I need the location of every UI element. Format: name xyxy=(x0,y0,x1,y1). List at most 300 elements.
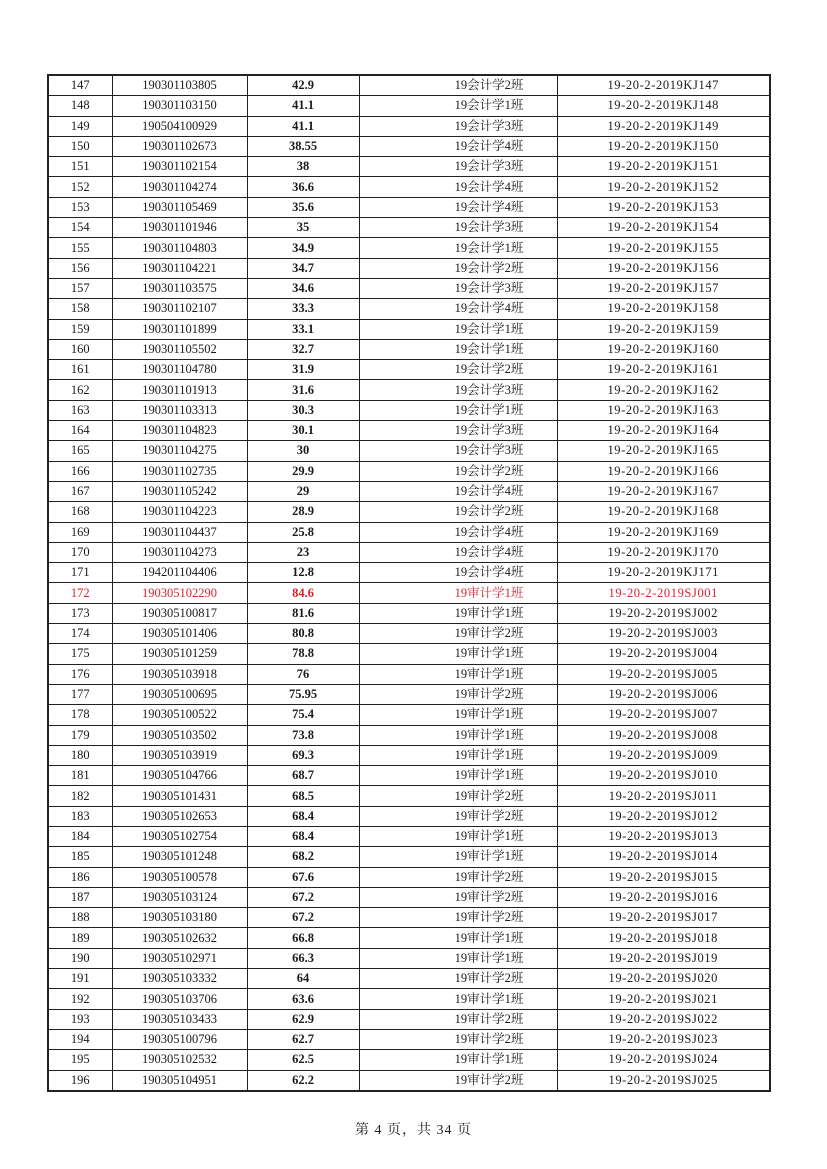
row-number-cell: 185 xyxy=(48,847,112,867)
class-name-cell: 19审计学1班 xyxy=(359,725,557,745)
table-row xyxy=(48,481,770,501)
record-code-cell: 19-20-2-2019SJ015 xyxy=(557,867,770,887)
student-id-cell: 190301103150 xyxy=(112,96,247,116)
grades-table xyxy=(47,74,771,1092)
table-row xyxy=(48,339,770,359)
student-id-cell: 190305100817 xyxy=(112,603,247,623)
student-id-cell: 190301101899 xyxy=(112,319,247,339)
row-number-cell: 156 xyxy=(48,258,112,278)
score-cell: 75.4 xyxy=(247,705,359,725)
score-cell: 30 xyxy=(247,441,359,461)
score-cell: 30.3 xyxy=(247,400,359,420)
class-name-cell: 19审计学2班 xyxy=(359,1009,557,1029)
score-cell: 62.9 xyxy=(247,1009,359,1029)
score-cell: 33.3 xyxy=(247,299,359,319)
score-cell: 68.5 xyxy=(247,786,359,806)
score-cell: 32.7 xyxy=(247,339,359,359)
class-name-cell: 19审计学1班 xyxy=(359,1050,557,1070)
score-cell: 68.4 xyxy=(247,826,359,846)
record-code-cell: 19-20-2-2019KJ165 xyxy=(557,441,770,461)
row-number-cell: 189 xyxy=(48,928,112,948)
score-cell: 33.1 xyxy=(247,319,359,339)
record-code-cell: 19-20-2-2019KJ169 xyxy=(557,522,770,542)
table-row xyxy=(48,441,770,461)
table-row xyxy=(48,1009,770,1029)
student-id-cell: 190301103313 xyxy=(112,400,247,420)
row-number-cell: 160 xyxy=(48,339,112,359)
class-name-cell: 19审计学2班 xyxy=(359,1029,557,1049)
class-name-cell: 19审计学2班 xyxy=(359,867,557,887)
class-name-cell: 19审计学2班 xyxy=(359,887,557,907)
row-number-cell: 153 xyxy=(48,197,112,217)
row-number-cell: 182 xyxy=(48,786,112,806)
student-id-cell: 190301104823 xyxy=(112,421,247,441)
student-id-cell: 190305103124 xyxy=(112,887,247,907)
class-name-cell: 19会计学4班 xyxy=(359,299,557,319)
record-code-cell: 19-20-2-2019KJ163 xyxy=(557,400,770,420)
student-id-cell: 190301102673 xyxy=(112,136,247,156)
record-code-cell: 19-20-2-2019SJ006 xyxy=(557,684,770,704)
class-name-cell: 19会计学3班 xyxy=(359,157,557,177)
class-name-cell: 19审计学1班 xyxy=(359,928,557,948)
table-row xyxy=(48,380,770,400)
student-id-cell: 190305102632 xyxy=(112,928,247,948)
record-code-cell: 19-20-2-2019KJ152 xyxy=(557,177,770,197)
record-code-cell: 19-20-2-2019SJ009 xyxy=(557,745,770,765)
row-number-cell: 177 xyxy=(48,684,112,704)
student-id-cell: 190305102754 xyxy=(112,826,247,846)
class-name-cell: 19审计学2班 xyxy=(359,1070,557,1091)
class-name-cell: 19会计学1班 xyxy=(359,339,557,359)
table-row xyxy=(48,908,770,928)
record-code-cell: 19-20-2-2019SJ022 xyxy=(557,1009,770,1029)
table-row xyxy=(48,1070,770,1091)
class-name-cell: 19审计学2班 xyxy=(359,684,557,704)
student-id-cell: 190305102971 xyxy=(112,948,247,968)
score-cell: 64 xyxy=(247,969,359,989)
table-row xyxy=(48,542,770,562)
table-row xyxy=(48,826,770,846)
row-number-cell: 168 xyxy=(48,502,112,522)
student-id-cell: 190301102735 xyxy=(112,461,247,481)
record-code-cell: 19-20-2-2019SJ012 xyxy=(557,806,770,826)
row-number-cell: 159 xyxy=(48,319,112,339)
score-cell: 42.9 xyxy=(247,75,359,96)
score-cell: 34.6 xyxy=(247,278,359,298)
score-cell: 36.6 xyxy=(247,177,359,197)
row-number-cell: 151 xyxy=(48,157,112,177)
score-cell: 67.2 xyxy=(247,908,359,928)
class-name-cell: 19会计学1班 xyxy=(359,238,557,258)
record-code-cell: 19-20-2-2019SJ018 xyxy=(557,928,770,948)
student-id-cell: 190301104221 xyxy=(112,258,247,278)
class-name-cell: 19审计学1班 xyxy=(359,603,557,623)
row-number-cell: 158 xyxy=(48,299,112,319)
row-number-cell: 184 xyxy=(48,826,112,846)
table-row xyxy=(48,96,770,116)
table-row xyxy=(48,197,770,217)
record-code-cell: 19-20-2-2019SJ014 xyxy=(557,847,770,867)
score-cell: 30.1 xyxy=(247,421,359,441)
score-cell: 35.6 xyxy=(247,197,359,217)
score-cell: 29 xyxy=(247,481,359,501)
table-row xyxy=(48,278,770,298)
class-name-cell: 19会计学4班 xyxy=(359,481,557,501)
score-cell: 81.6 xyxy=(247,603,359,623)
record-code-cell: 19-20-2-2019SJ024 xyxy=(557,1050,770,1070)
table-row xyxy=(48,157,770,177)
record-code-cell: 19-20-2-2019KJ171 xyxy=(557,563,770,583)
record-code-cell: 19-20-2-2019SJ004 xyxy=(557,644,770,664)
table-row xyxy=(48,887,770,907)
student-id-cell: 190301104274 xyxy=(112,177,247,197)
class-name-cell: 19会计学2班 xyxy=(359,258,557,278)
row-number-cell: 149 xyxy=(48,116,112,136)
score-cell: 63.6 xyxy=(247,989,359,1009)
student-id-cell: 190301104437 xyxy=(112,522,247,542)
class-name-cell: 19会计学1班 xyxy=(359,400,557,420)
record-code-cell: 19-20-2-2019KJ157 xyxy=(557,278,770,298)
record-code-cell: 19-20-2-2019KJ150 xyxy=(557,136,770,156)
student-id-cell: 190305104766 xyxy=(112,766,247,786)
table-row xyxy=(48,258,770,278)
row-number-cell: 175 xyxy=(48,644,112,664)
table-row xyxy=(48,400,770,420)
class-name-cell: 19会计学4班 xyxy=(359,197,557,217)
score-cell: 29.9 xyxy=(247,461,359,481)
class-name-cell: 19审计学1班 xyxy=(359,583,557,603)
record-code-cell: 19-20-2-2019KJ153 xyxy=(557,197,770,217)
record-code-cell: 19-20-2-2019SJ025 xyxy=(557,1070,770,1091)
student-id-cell: 190305103918 xyxy=(112,664,247,684)
class-name-cell: 19会计学4班 xyxy=(359,177,557,197)
class-name-cell: 19会计学3班 xyxy=(359,218,557,238)
record-code-cell: 19-20-2-2019KJ170 xyxy=(557,542,770,562)
record-code-cell: 19-20-2-2019SJ005 xyxy=(557,664,770,684)
record-code-cell: 19-20-2-2019KJ158 xyxy=(557,299,770,319)
score-cell: 38.55 xyxy=(247,136,359,156)
row-number-cell: 161 xyxy=(48,360,112,380)
record-code-cell: 19-20-2-2019SJ021 xyxy=(557,989,770,1009)
score-cell: 34.7 xyxy=(247,258,359,278)
student-id-cell: 190305102532 xyxy=(112,1050,247,1070)
table-row xyxy=(48,766,770,786)
student-id-cell: 190301103575 xyxy=(112,278,247,298)
table-row xyxy=(48,238,770,258)
record-code-cell: 19-20-2-2019KJ154 xyxy=(557,218,770,238)
record-code-cell: 19-20-2-2019SJ002 xyxy=(557,603,770,623)
table-row xyxy=(48,989,770,1009)
class-name-cell: 19审计学1班 xyxy=(359,766,557,786)
record-code-cell: 19-20-2-2019SJ016 xyxy=(557,887,770,907)
class-name-cell: 19会计学4班 xyxy=(359,542,557,562)
score-cell: 35 xyxy=(247,218,359,238)
record-code-cell: 19-20-2-2019SJ019 xyxy=(557,948,770,968)
record-code-cell: 19-20-2-2019SJ010 xyxy=(557,766,770,786)
row-number-cell: 191 xyxy=(48,969,112,989)
row-number-cell: 152 xyxy=(48,177,112,197)
score-cell: 68.4 xyxy=(247,806,359,826)
row-number-cell: 155 xyxy=(48,238,112,258)
score-cell: 69.3 xyxy=(247,745,359,765)
row-number-cell: 187 xyxy=(48,887,112,907)
student-id-cell: 190301104275 xyxy=(112,441,247,461)
student-id-cell: 190305103180 xyxy=(112,908,247,928)
record-code-cell: 19-20-2-2019KJ161 xyxy=(557,360,770,380)
table-row xyxy=(48,806,770,826)
class-name-cell: 19审计学1班 xyxy=(359,847,557,867)
class-name-cell: 19审计学1班 xyxy=(359,644,557,664)
record-code-cell: 19-20-2-2019SJ008 xyxy=(557,725,770,745)
student-id-cell: 190305104951 xyxy=(112,1070,247,1091)
record-code-cell: 19-20-2-2019KJ148 xyxy=(557,96,770,116)
row-number-cell: 171 xyxy=(48,563,112,583)
student-id-cell: 190301103805 xyxy=(112,75,247,96)
class-name-cell: 19会计学2班 xyxy=(359,461,557,481)
table-row xyxy=(48,421,770,441)
class-name-cell: 19审计学1班 xyxy=(359,664,557,684)
student-id-cell: 190301105469 xyxy=(112,197,247,217)
student-id-cell: 190305101248 xyxy=(112,847,247,867)
row-number-cell: 176 xyxy=(48,664,112,684)
table-row xyxy=(48,928,770,948)
table-row xyxy=(48,1050,770,1070)
table-row xyxy=(48,745,770,765)
class-name-cell: 19会计学3班 xyxy=(359,278,557,298)
class-name-cell: 19审计学1班 xyxy=(359,948,557,968)
row-number-cell: 193 xyxy=(48,1009,112,1029)
student-id-cell: 190301102107 xyxy=(112,299,247,319)
record-code-cell: 19-20-2-2019KJ160 xyxy=(557,339,770,359)
table-row xyxy=(48,75,770,96)
score-cell: 38 xyxy=(247,157,359,177)
table-row xyxy=(48,624,770,644)
record-code-cell: 19-20-2-2019KJ162 xyxy=(557,380,770,400)
score-cell: 23 xyxy=(247,542,359,562)
table-row xyxy=(48,705,770,725)
table-row-highlighted xyxy=(48,583,770,603)
student-id-cell: 190305100695 xyxy=(112,684,247,704)
table-row xyxy=(48,1029,770,1049)
class-name-cell: 19会计学4班 xyxy=(359,136,557,156)
student-id-cell: 190305101259 xyxy=(112,644,247,664)
score-cell: 34.9 xyxy=(247,238,359,258)
class-name-cell: 19审计学2班 xyxy=(359,806,557,826)
student-id-cell: 190301104780 xyxy=(112,360,247,380)
student-id-cell: 190301104803 xyxy=(112,238,247,258)
table-row xyxy=(48,299,770,319)
score-cell: 73.8 xyxy=(247,725,359,745)
student-id-cell: 190305102653 xyxy=(112,806,247,826)
row-number-cell: 183 xyxy=(48,806,112,826)
row-number-cell: 147 xyxy=(48,75,112,96)
table-row xyxy=(48,725,770,745)
student-id-cell: 190301104273 xyxy=(112,542,247,562)
record-code-cell: 19-20-2-2019KJ151 xyxy=(557,157,770,177)
table-row xyxy=(48,116,770,136)
score-cell: 84.6 xyxy=(247,583,359,603)
table-row xyxy=(48,644,770,664)
student-id-cell: 190305100578 xyxy=(112,867,247,887)
student-id-cell: 190305102290 xyxy=(112,583,247,603)
score-cell: 68.2 xyxy=(247,847,359,867)
score-cell: 62.7 xyxy=(247,1029,359,1049)
student-id-cell: 190301104223 xyxy=(112,502,247,522)
row-number-cell: 172 xyxy=(48,583,112,603)
record-code-cell: 19-20-2-2019SJ003 xyxy=(557,624,770,644)
page-number: 第 4 页，共 34 页 xyxy=(355,1123,472,1138)
record-code-cell: 19-20-2-2019KJ147 xyxy=(557,75,770,96)
score-cell: 76 xyxy=(247,664,359,684)
score-cell: 12.8 xyxy=(247,563,359,583)
student-id-cell: 190305100522 xyxy=(112,705,247,725)
record-code-cell: 19-20-2-2019SJ011 xyxy=(557,786,770,806)
score-cell: 75.95 xyxy=(247,684,359,704)
class-name-cell: 19审计学2班 xyxy=(359,624,557,644)
score-cell: 67.2 xyxy=(247,887,359,907)
class-name-cell: 19审计学1班 xyxy=(359,826,557,846)
score-cell: 78.8 xyxy=(247,644,359,664)
class-name-cell: 19审计学1班 xyxy=(359,705,557,725)
score-cell: 41.1 xyxy=(247,116,359,136)
class-name-cell: 19会计学3班 xyxy=(359,441,557,461)
score-cell: 67.6 xyxy=(247,867,359,887)
score-cell: 28.9 xyxy=(247,502,359,522)
table-row xyxy=(48,563,770,583)
record-code-cell: 19-20-2-2019SJ001 xyxy=(557,583,770,603)
score-cell: 31.6 xyxy=(247,380,359,400)
record-code-cell: 19-20-2-2019SJ013 xyxy=(557,826,770,846)
row-number-cell: 148 xyxy=(48,96,112,116)
row-number-cell: 163 xyxy=(48,400,112,420)
row-number-cell: 196 xyxy=(48,1070,112,1091)
score-cell: 25.8 xyxy=(247,522,359,542)
row-number-cell: 154 xyxy=(48,218,112,238)
row-number-cell: 195 xyxy=(48,1050,112,1070)
record-code-cell: 19-20-2-2019SJ017 xyxy=(557,908,770,928)
row-number-cell: 181 xyxy=(48,766,112,786)
student-id-cell: 190301102154 xyxy=(112,157,247,177)
class-name-cell: 19审计学1班 xyxy=(359,989,557,1009)
table-row xyxy=(48,136,770,156)
class-name-cell: 19审计学2班 xyxy=(359,969,557,989)
row-number-cell: 167 xyxy=(48,481,112,501)
record-code-cell: 19-20-2-2019KJ155 xyxy=(557,238,770,258)
row-number-cell: 178 xyxy=(48,705,112,725)
row-number-cell: 162 xyxy=(48,380,112,400)
class-name-cell: 19审计学2班 xyxy=(359,786,557,806)
record-code-cell: 19-20-2-2019KJ149 xyxy=(557,116,770,136)
table-row xyxy=(48,502,770,522)
score-cell: 62.2 xyxy=(247,1070,359,1091)
record-code-cell: 19-20-2-2019KJ167 xyxy=(557,481,770,501)
record-code-cell: 19-20-2-2019KJ166 xyxy=(557,461,770,481)
record-code-cell: 19-20-2-2019KJ168 xyxy=(557,502,770,522)
class-name-cell: 19会计学3班 xyxy=(359,116,557,136)
row-number-cell: 188 xyxy=(48,908,112,928)
row-number-cell: 190 xyxy=(48,948,112,968)
student-id-cell: 190305103433 xyxy=(112,1009,247,1029)
record-code-cell: 19-20-2-2019SJ007 xyxy=(557,705,770,725)
student-id-cell: 190301105242 xyxy=(112,481,247,501)
record-code-cell: 19-20-2-2019KJ159 xyxy=(557,319,770,339)
record-code-cell: 19-20-2-2019KJ156 xyxy=(557,258,770,278)
table-row xyxy=(48,218,770,238)
table-row xyxy=(48,948,770,968)
class-name-cell: 19会计学2班 xyxy=(359,75,557,96)
row-number-cell: 166 xyxy=(48,461,112,481)
table-row xyxy=(48,522,770,542)
class-name-cell: 19会计学1班 xyxy=(359,319,557,339)
class-name-cell: 19会计学2班 xyxy=(359,502,557,522)
class-name-cell: 19审计学1班 xyxy=(359,745,557,765)
student-id-cell: 190305103919 xyxy=(112,745,247,765)
row-number-cell: 174 xyxy=(48,624,112,644)
grades-table-body xyxy=(48,75,770,1091)
student-id-cell: 190504100929 xyxy=(112,116,247,136)
record-code-cell: 19-20-2-2019KJ164 xyxy=(557,421,770,441)
student-id-cell: 190305103502 xyxy=(112,725,247,745)
student-id-cell: 190301101946 xyxy=(112,218,247,238)
row-number-cell: 150 xyxy=(48,136,112,156)
student-id-cell: 194201104406 xyxy=(112,563,247,583)
score-cell: 66.8 xyxy=(247,928,359,948)
class-name-cell: 19会计学3班 xyxy=(359,380,557,400)
record-code-cell: 19-20-2-2019SJ023 xyxy=(557,1029,770,1049)
row-number-cell: 173 xyxy=(48,603,112,623)
row-number-cell: 164 xyxy=(48,421,112,441)
student-id-cell: 190301105502 xyxy=(112,339,247,359)
score-cell: 31.9 xyxy=(247,360,359,380)
table-row xyxy=(48,969,770,989)
student-id-cell: 190305103706 xyxy=(112,989,247,1009)
table-row xyxy=(48,684,770,704)
row-number-cell: 186 xyxy=(48,867,112,887)
row-number-cell: 192 xyxy=(48,989,112,1009)
student-id-cell: 190301101913 xyxy=(112,380,247,400)
table-row xyxy=(48,847,770,867)
table-row xyxy=(48,603,770,623)
class-name-cell: 19会计学1班 xyxy=(359,96,557,116)
student-id-cell: 190305103332 xyxy=(112,969,247,989)
row-number-cell: 179 xyxy=(48,725,112,745)
score-cell: 66.3 xyxy=(247,948,359,968)
row-number-cell: 157 xyxy=(48,278,112,298)
table-row xyxy=(48,461,770,481)
student-id-cell: 190305101406 xyxy=(112,624,247,644)
table-row xyxy=(48,867,770,887)
student-id-cell: 190305101431 xyxy=(112,786,247,806)
score-cell: 41.1 xyxy=(247,96,359,116)
table-row xyxy=(48,177,770,197)
class-name-cell: 19会计学4班 xyxy=(359,522,557,542)
record-code-cell: 19-20-2-2019SJ020 xyxy=(557,969,770,989)
table-row xyxy=(48,664,770,684)
row-number-cell: 194 xyxy=(48,1029,112,1049)
class-name-cell: 19审计学2班 xyxy=(359,908,557,928)
class-name-cell: 19会计学3班 xyxy=(359,421,557,441)
score-cell: 62.5 xyxy=(247,1050,359,1070)
class-name-cell: 19会计学2班 xyxy=(359,360,557,380)
row-number-cell: 180 xyxy=(48,745,112,765)
score-cell: 68.7 xyxy=(247,766,359,786)
student-id-cell: 190305100796 xyxy=(112,1029,247,1049)
table-row xyxy=(48,786,770,806)
row-number-cell: 165 xyxy=(48,441,112,461)
class-name-cell: 19会计学4班 xyxy=(359,563,557,583)
row-number-cell: 169 xyxy=(48,522,112,542)
score-cell: 80.8 xyxy=(247,624,359,644)
